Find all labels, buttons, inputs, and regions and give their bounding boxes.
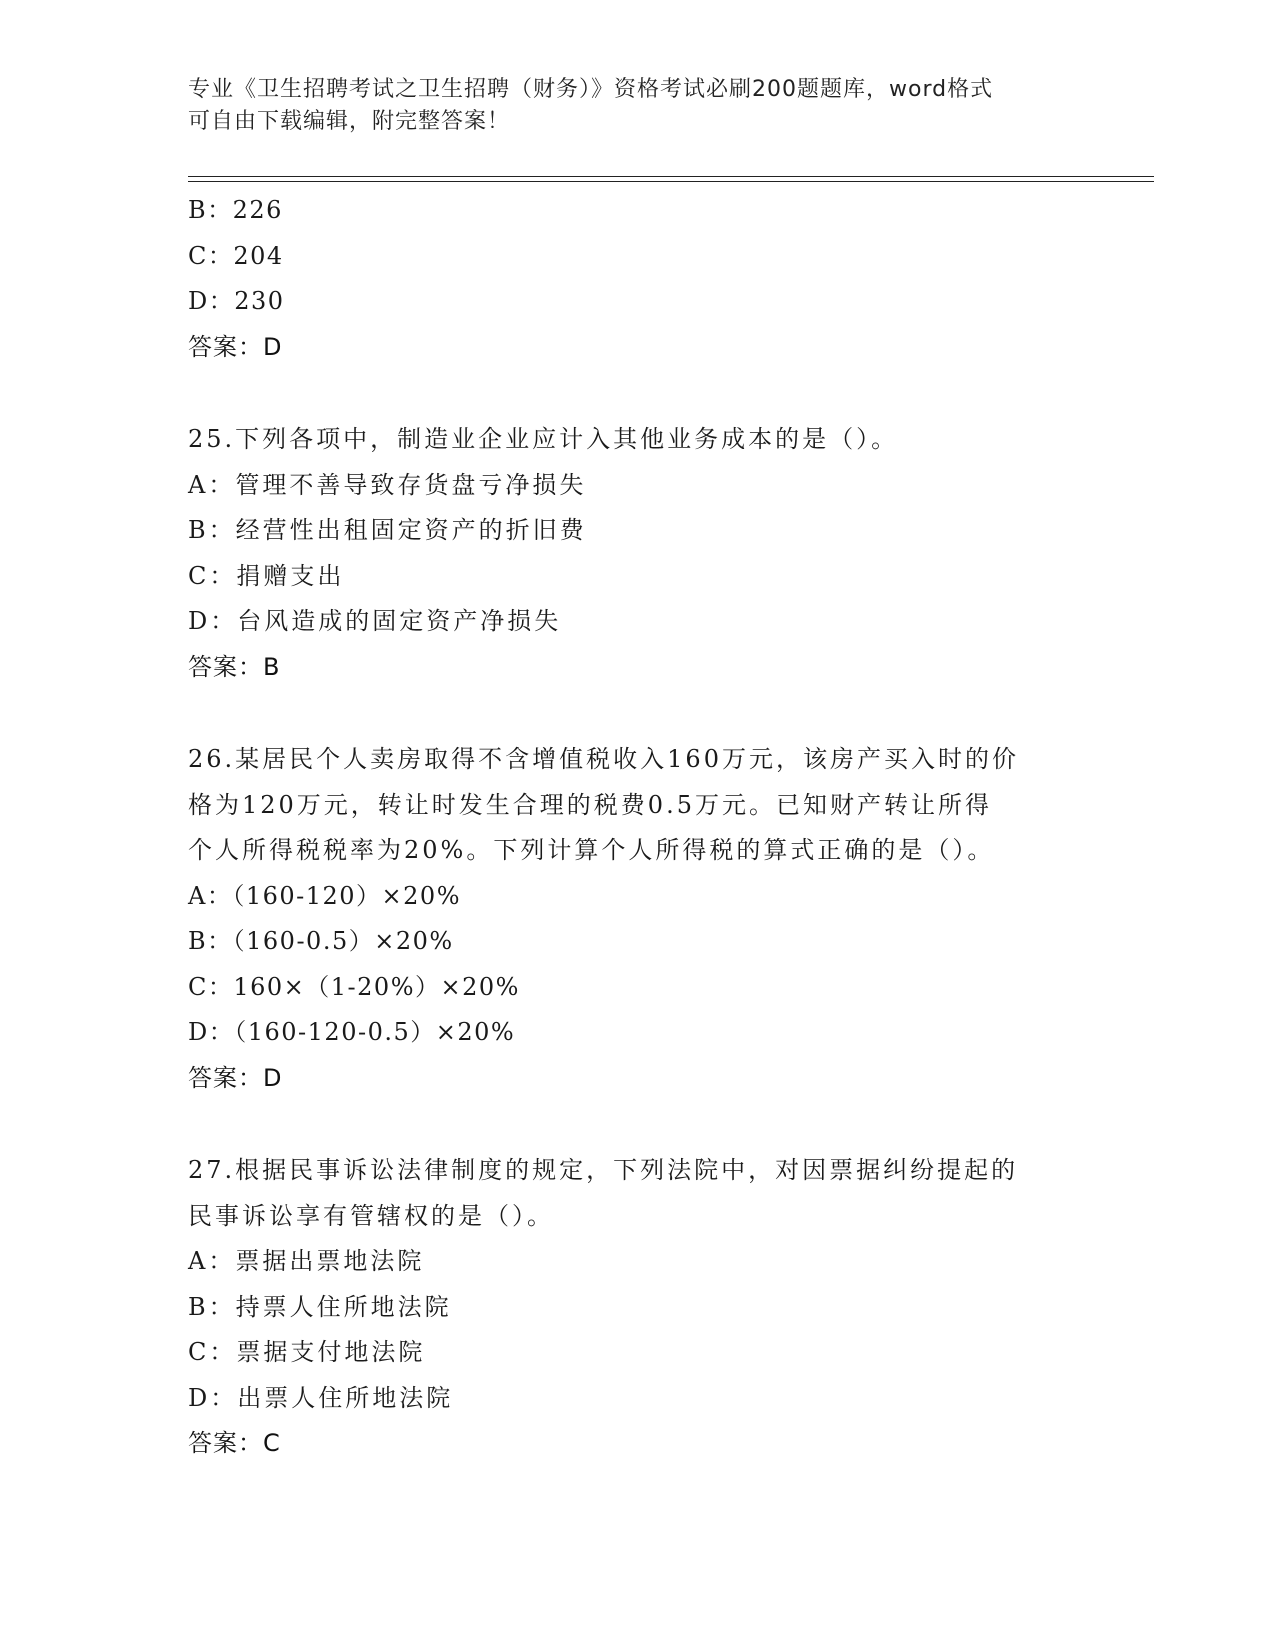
option-c: C：捐赠支出: [188, 561, 345, 590]
option-d: D：台风造成的固定资产净损失: [188, 607, 562, 635]
question-stem: 25.下列各项中，制造业企业应计入其他业务成本的是（）。: [188, 425, 899, 453]
question-spacer: [188, 1101, 1088, 1148]
option-c: C：160×（1-20%）×20%: [188, 972, 520, 1001]
option-d: D：出票人住所地法院: [188, 1383, 454, 1412]
answer-line: 答案：B: [188, 652, 281, 681]
answer-line: 答案：D: [188, 1063, 283, 1092]
option-b: B：226: [188, 196, 283, 224]
option-b: B：（160-0.5）×20%: [188, 927, 454, 955]
option-b: B：经营性出租固定资产的折旧费: [188, 516, 587, 544]
option-a: A：票据出票地法院: [188, 1247, 425, 1275]
question-stem-line: 民事诉讼享有管辖权的是（）。: [188, 1201, 554, 1230]
question-stem-line: 27.根据民事诉讼法律制度的规定，下列法院中，对因票据纠纷提起的: [188, 1156, 1019, 1184]
question-block-previous: [188, 188, 1088, 370]
option-d: D：（160-120-0.5）×20%: [188, 1018, 516, 1046]
question-block-27: [188, 1148, 1088, 1467]
answer-line: 答案：D: [188, 332, 283, 361]
option-a: A：（160-120）×20%: [188, 881, 462, 910]
header-title-line-1: 专业《卫生招聘考试之卫生招聘（财务）》资格考试必刷200题题库，word格式: [188, 77, 994, 102]
question-block-26: [188, 737, 1088, 1101]
header-divider-top: [188, 176, 1154, 177]
answer-line: 答案：C: [188, 1429, 281, 1457]
question-stem-line: 26.某居民个人卖房取得不含增值税收入160万元，该房产买入时的价: [188, 745, 1019, 773]
question-spacer: [188, 690, 1088, 737]
document-header: [188, 74, 1078, 138]
header-title-line-2: 可自由下载编辑，附完整答案！: [188, 109, 511, 134]
option-d: D：230: [188, 287, 285, 315]
question-list: [188, 188, 1088, 1467]
option-a: A：管理不善导致存货盘亏净损失: [188, 470, 587, 499]
question-block-25: [188, 417, 1088, 690]
option-c: C：票据支付地法院: [188, 1338, 426, 1366]
header-divider-bottom: [188, 181, 1154, 182]
question-stem-line: 格为120万元，转让时发生合理的税费0.5万元。已知财产转让所得: [188, 790, 992, 819]
option-b: B：持票人住所地法院: [188, 1292, 452, 1321]
question-stem-line: 个人所得税税率为20%。下列计算个人所得税的算式正确的是（）。: [188, 836, 995, 864]
question-spacer: [188, 370, 1088, 417]
option-c: C：204: [188, 241, 284, 270]
